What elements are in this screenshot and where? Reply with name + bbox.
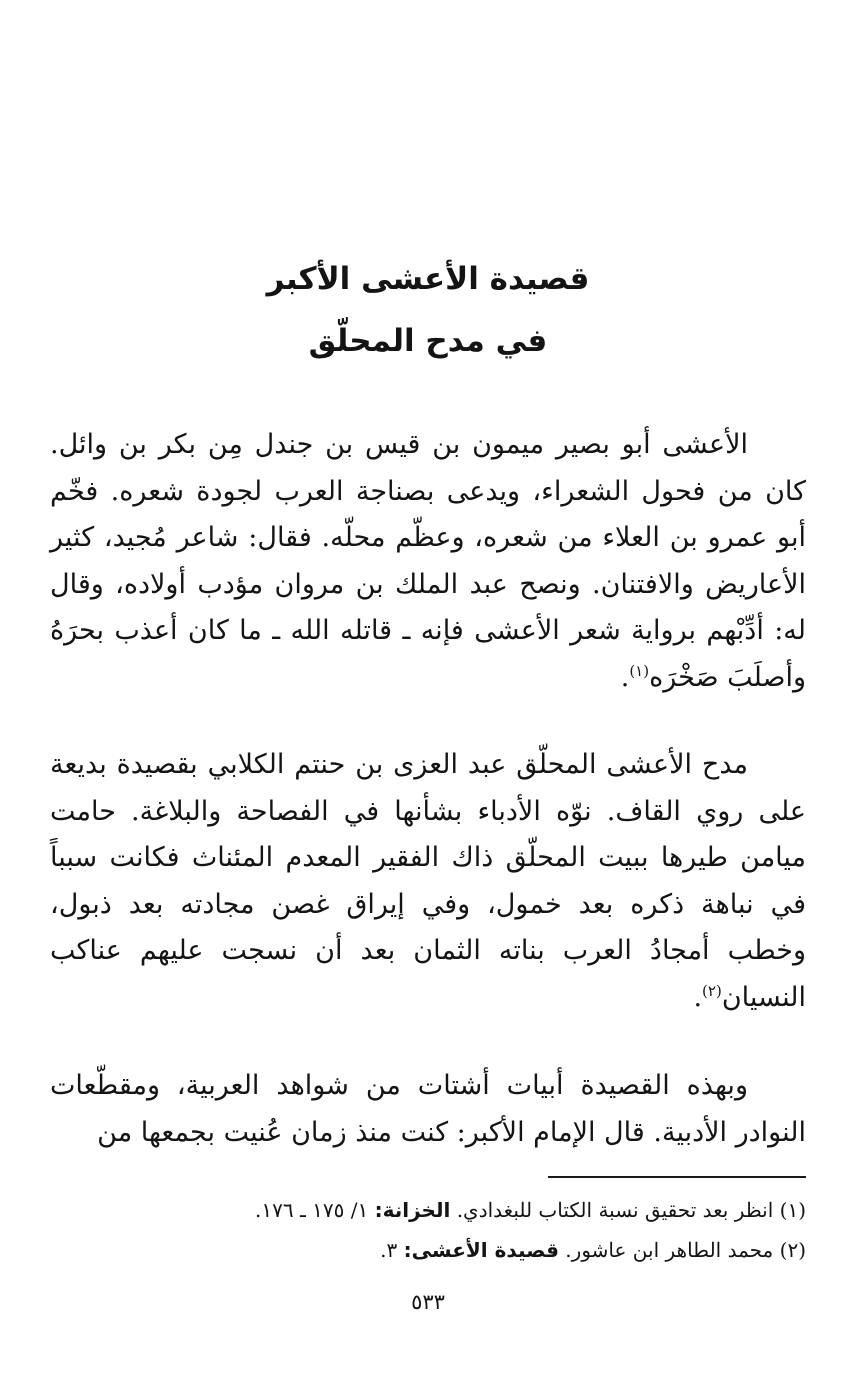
paragraph-1	[50, 422, 806, 701]
footnote-1	[50, 1190, 806, 1230]
paragraph-1-text: الأعشى أبو بصير ميمون بن قيس بن جندل مِن بكر بن وائل. كان من فحول الشعراء، ويدعى بصناجة العرب لجودة شعره. فخّم أبو عمرو بن العلاء من شعره، وعظّم محلّه. فقال: شاعر مُجيد، كثير الأعاريض والافتنان. ونصح عبد الملك بن مروان مؤدب أولاده، وقال له: أدِّبْهم برواية شعر الأعشى فإنه ـ قاتله الله ـ ما كان أعذب بحرَهُ وأصلَبَ صَخْرَه	[50, 429, 806, 693]
footnote-2-text: محمد الطاهر ابن عاشور.	[565, 1238, 774, 1262]
footnote-1-number: (١)	[779, 1198, 806, 1222]
footnote-2	[50, 1230, 806, 1270]
footnote-2-number: (٢)	[779, 1238, 806, 1262]
paragraph-3	[50, 1063, 806, 1156]
footnote-2-source: قصيدة الأعشى:	[403, 1238, 559, 1262]
page-number: ٥٣٣	[411, 1290, 445, 1314]
title-line-2: في مدح المحلّق	[308, 323, 548, 359]
footnote-divider	[548, 1176, 806, 1178]
chapter-title	[0, 248, 856, 372]
footnote-ref-2[interactable]: (٢)	[702, 981, 722, 1000]
footnote-1-text: انظر بعد تحقيق نسبة الكتاب للبغدادي.	[456, 1198, 774, 1222]
title-line-1: قصيدة الأعشى الأكبر	[266, 261, 590, 297]
paragraph-2-text: مدح الأعشى المحلّق عبد العزى بن حنتم الكلابي بقصيدة بديعة على روي القاف. نوّه الأدباء بشأنها في الفصاحة والبلاغة. حامت ميامن طيرها ببيت المحلّق ذاك الفقير المعدم المئناث فكانت سبباً في نباهة ذكره بعد خمول، وفي إيراق غصن مجادته بعد ذبول، وخطب أمجادُ العرب بناته الثمان بعد أن نسجت عليهم عناكب النسيان	[50, 749, 806, 1013]
footnote-ref-1[interactable]: (١)	[629, 661, 650, 680]
footnotes	[50, 1190, 806, 1270]
paragraph-2	[50, 742, 806, 1021]
paragraph-2-end: .	[693, 981, 703, 1013]
paragraph-3-text: وبهذه القصيدة أبيات أشتات من شواهد العربية، ومقطّعات النوادر الأدبية. قال الإمام الأكبر: كنت منذ زمان عُنيت بجمعها من	[50, 1070, 806, 1148]
footnote-2-pages: ٣.	[380, 1238, 398, 1262]
paragraph-1-end: .	[620, 661, 630, 693]
footnote-1-source: الخزانة:	[374, 1198, 451, 1222]
footnote-1-pages: ١/ ١٧٥ ـ ١٧٦.	[255, 1198, 369, 1222]
